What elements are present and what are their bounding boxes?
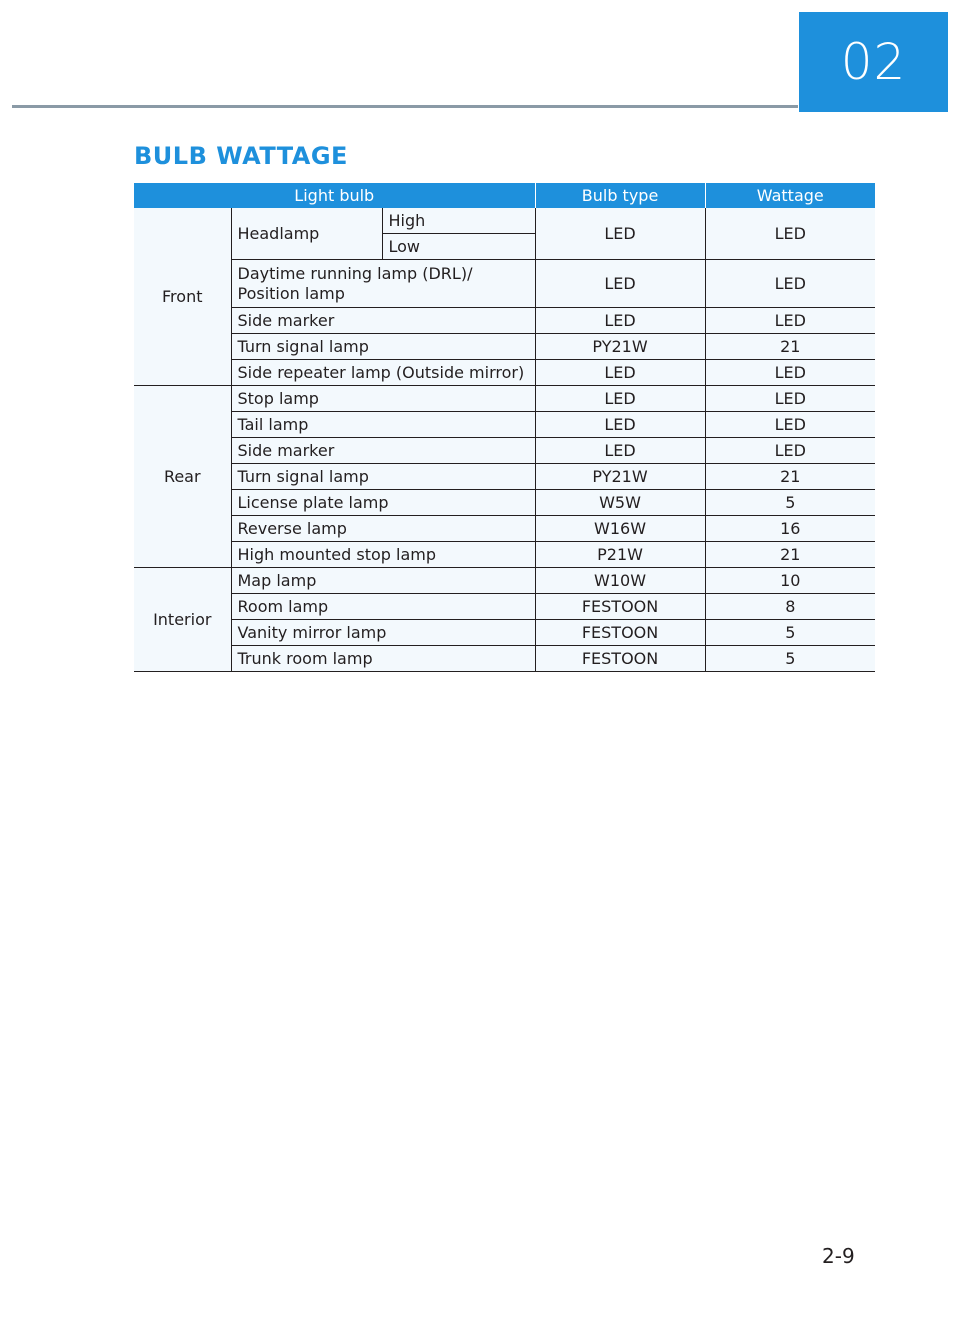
bulb-type-cell: LED	[535, 308, 705, 334]
table-row	[134, 438, 875, 464]
group-interior: Interior	[134, 568, 231, 672]
wattage-cell: 21	[705, 334, 875, 360]
wattage-cell: 5	[705, 620, 875, 646]
table-row	[134, 334, 875, 360]
section-title: BULB WATTAGE	[134, 142, 348, 170]
bulb-type-cell: FESTOON	[535, 646, 705, 672]
bulb-type-cell: FESTOON	[535, 620, 705, 646]
table-row	[134, 542, 875, 568]
group-rear: Rear	[134, 386, 231, 568]
wattage-cell: 21	[705, 542, 875, 568]
bulb-name-cell: Map lamp	[231, 568, 535, 594]
table-header-row	[134, 183, 875, 208]
header-wattage: Wattage	[705, 183, 875, 208]
table-row	[134, 260, 875, 308]
wattage-cell: 5	[705, 646, 875, 672]
bulb-type-cell: PY21W	[535, 464, 705, 490]
wattage-cell: LED	[705, 208, 875, 260]
wattage-cell: LED	[705, 438, 875, 464]
bulb-type-cell: PY21W	[535, 334, 705, 360]
table-row	[134, 208, 875, 234]
wattage-cell: 10	[705, 568, 875, 594]
bulb-name-cell: Trunk room lamp	[231, 646, 535, 672]
bulb-name-cell: Turn signal lamp	[231, 334, 535, 360]
table-row	[134, 568, 875, 594]
bulb-type-cell: P21W	[535, 542, 705, 568]
wattage-cell: LED	[705, 308, 875, 334]
header-rule	[12, 105, 798, 108]
page-number: 2-9	[822, 1244, 855, 1268]
table-row	[134, 308, 875, 334]
bulb-type-cell: LED	[535, 360, 705, 386]
bulb-type-cell: LED	[535, 386, 705, 412]
wattage-cell: LED	[705, 260, 875, 308]
table-row	[134, 646, 875, 672]
header-bulb-type: Bulb type	[535, 183, 705, 208]
bulb-type-cell: LED	[535, 208, 705, 260]
table-row	[134, 490, 875, 516]
table-row	[134, 360, 875, 386]
bulb-wattage-table	[134, 183, 875, 672]
wattage-cell: 21	[705, 464, 875, 490]
headlamp-label: Headlamp	[231, 208, 382, 260]
bulb-name-cell: Turn signal lamp	[231, 464, 535, 490]
wattage-cell: LED	[705, 360, 875, 386]
bulb-name-cell: Stop lamp	[231, 386, 535, 412]
chapter-tab: 02	[799, 12, 948, 112]
bulb-name-cell: Side repeater lamp (Outside mirror)	[231, 360, 535, 386]
header-light-bulb: Light bulb	[134, 183, 535, 208]
group-front: Front	[134, 208, 231, 386]
headlamp-low: Low	[382, 234, 535, 260]
wattage-cell: LED	[705, 386, 875, 412]
table-row	[134, 412, 875, 438]
table-row	[134, 620, 875, 646]
bulb-type-cell: LED	[535, 412, 705, 438]
bulb-type-cell: LED	[535, 260, 705, 308]
bulb-name-cell: Daytime running lamp (DRL)/ Position lamp	[231, 260, 535, 308]
bulb-name-cell: Side marker	[231, 438, 535, 464]
bulb-type-cell: W16W	[535, 516, 705, 542]
table-row	[134, 516, 875, 542]
bulb-name-cell: Vanity mirror lamp	[231, 620, 535, 646]
table-row	[134, 594, 875, 620]
wattage-cell: 5	[705, 490, 875, 516]
bulb-type-cell: W10W	[535, 568, 705, 594]
bulb-name-cell: License plate lamp	[231, 490, 535, 516]
table-row	[134, 386, 875, 412]
bulb-name-cell: High mounted stop lamp	[231, 542, 535, 568]
wattage-cell: LED	[705, 412, 875, 438]
bulb-name-cell: Side marker	[231, 308, 535, 334]
table-row	[134, 464, 875, 490]
bulb-name-cell: Room lamp	[231, 594, 535, 620]
bulb-type-cell: LED	[535, 438, 705, 464]
bulb-type-cell: W5W	[535, 490, 705, 516]
bulb-type-cell: FESTOON	[535, 594, 705, 620]
wattage-cell: 8	[705, 594, 875, 620]
bulb-name-cell: Reverse lamp	[231, 516, 535, 542]
headlamp-high: High	[382, 208, 535, 234]
bulb-name-cell: Tail lamp	[231, 412, 535, 438]
wattage-cell: 16	[705, 516, 875, 542]
